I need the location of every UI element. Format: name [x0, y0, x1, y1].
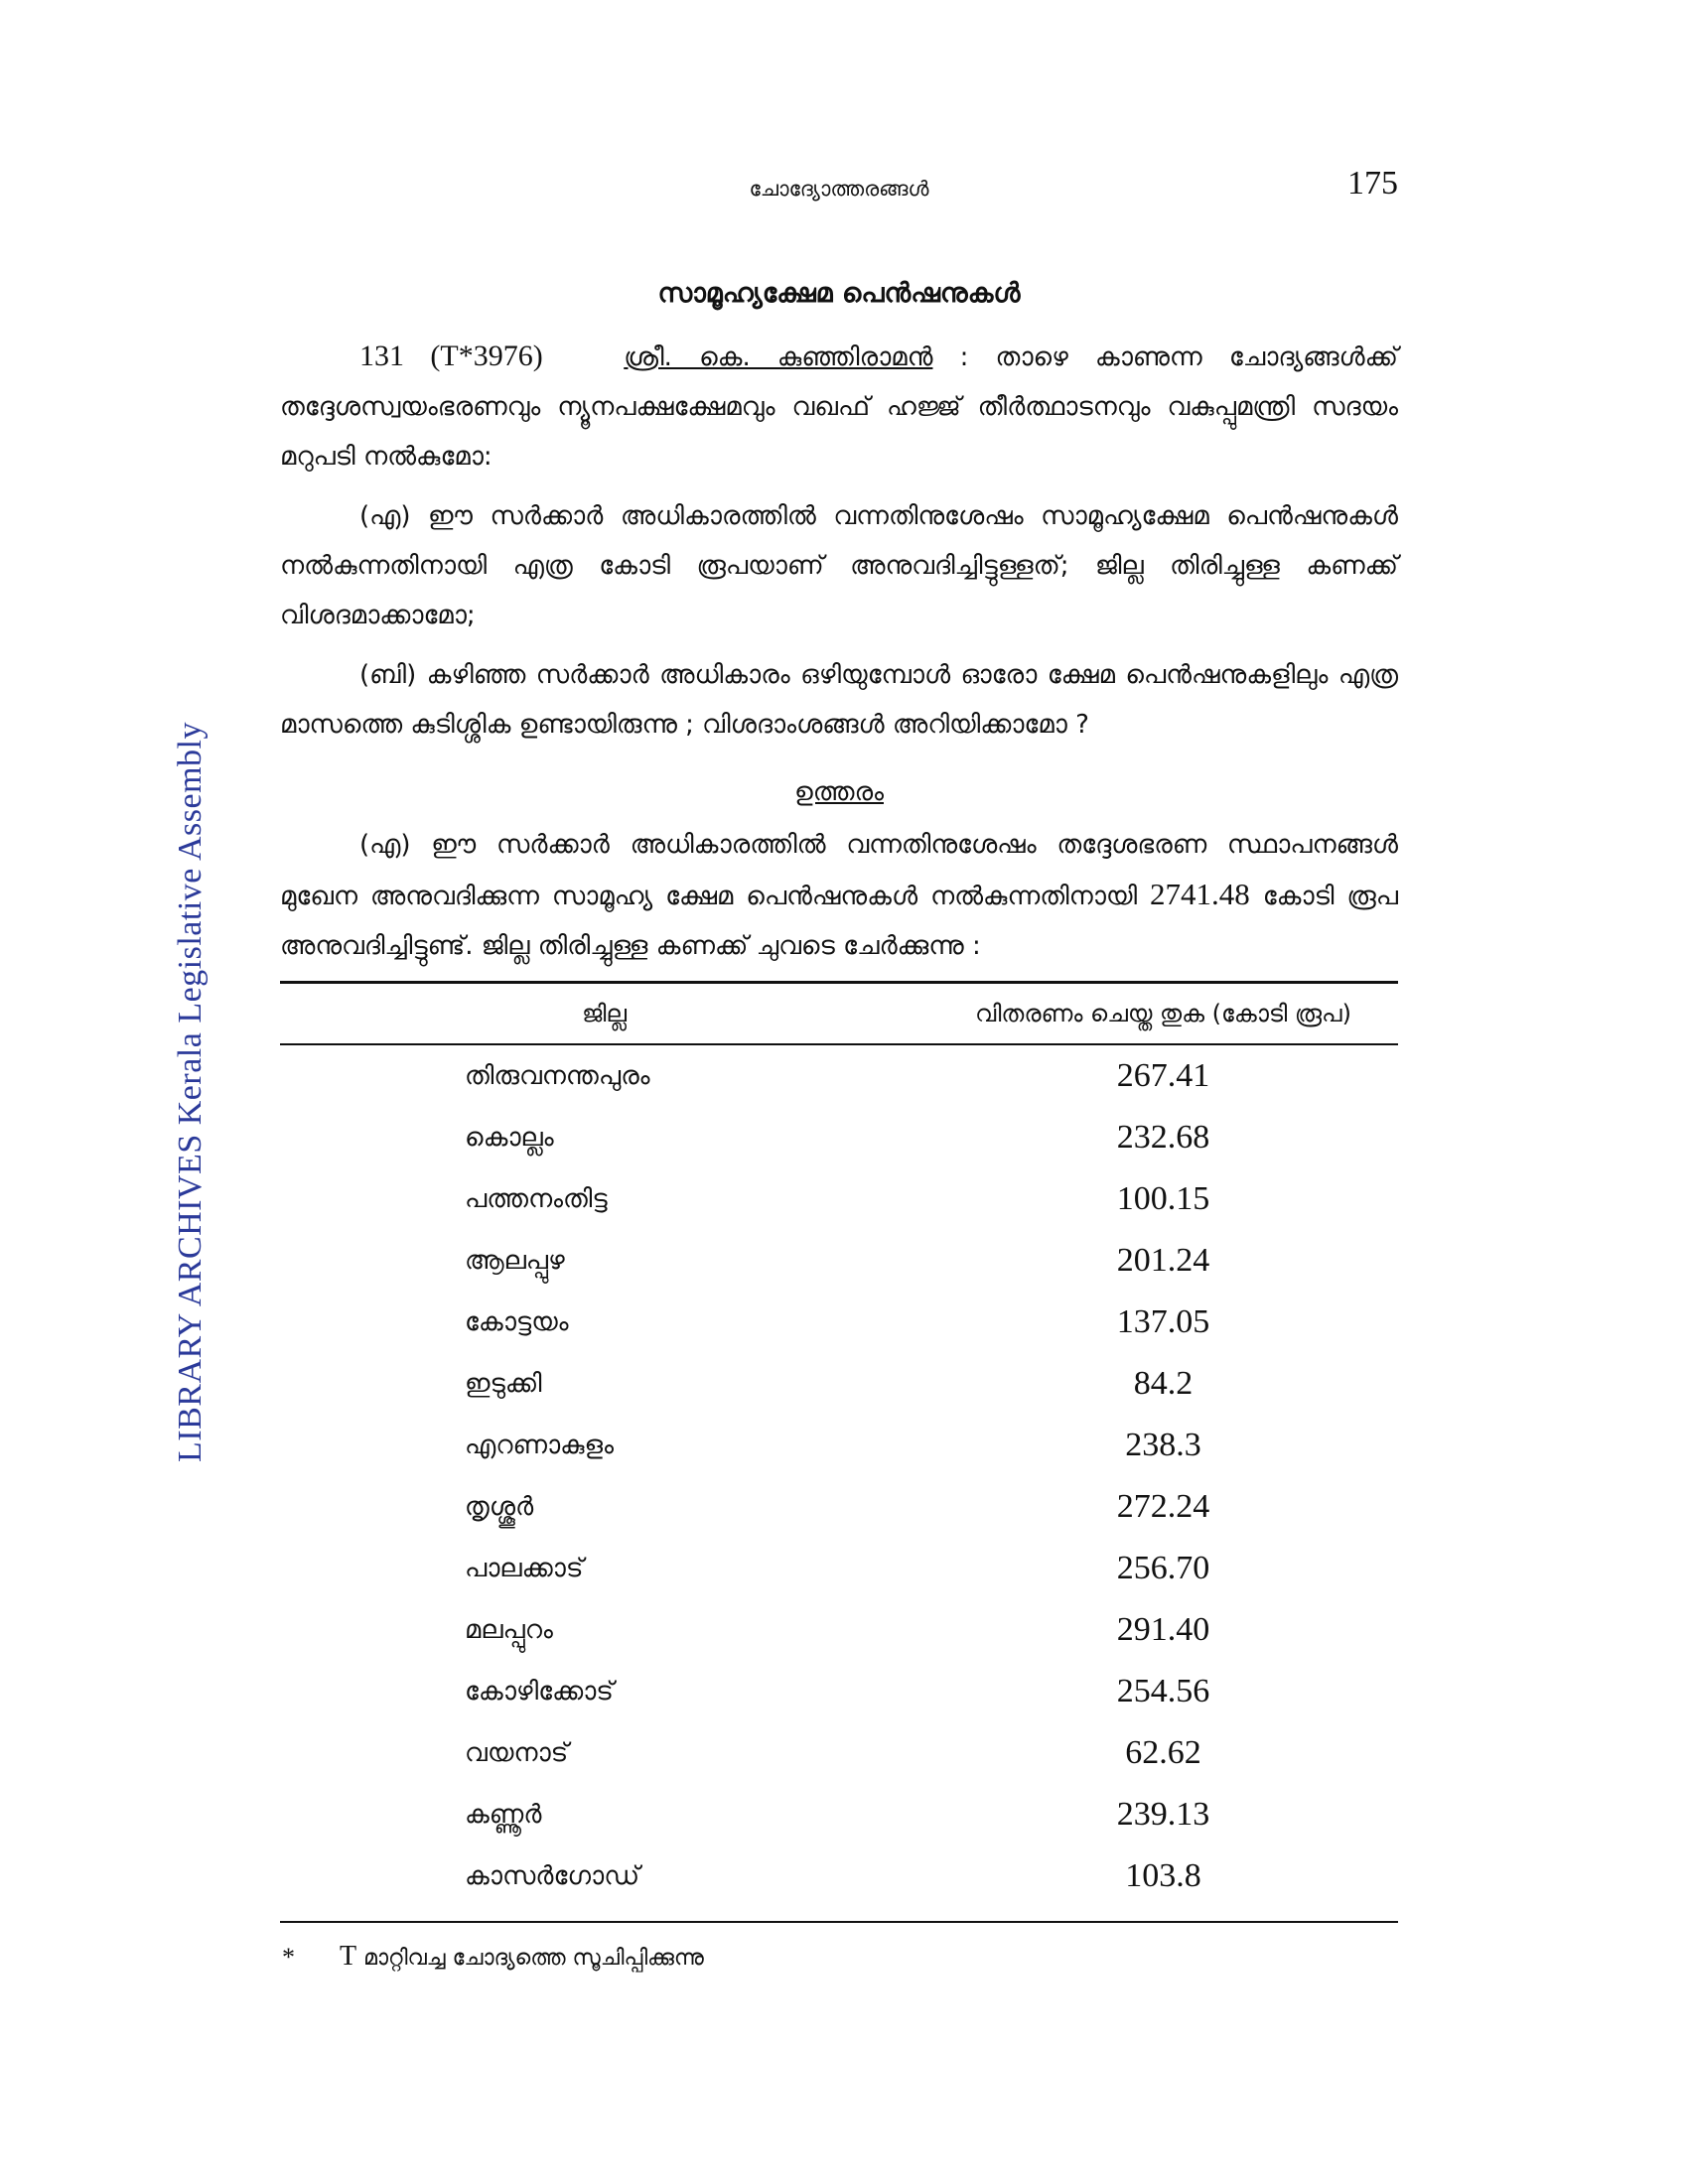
amount-cell: 232.68 — [1116, 1119, 1210, 1156]
column-header-district: ജില്ല — [280, 983, 928, 1045]
amount-cell: 238.3 — [1125, 1427, 1201, 1463]
table-row — [280, 1845, 1398, 1907]
district-cell: തിരുവനന്തപുരം — [465, 1060, 650, 1091]
amount-cell: 239.13 — [1116, 1796, 1210, 1833]
question-intro-text: : താഴെ കാണുന്ന ചോദ്യങ്ങൾക്ക് തദ്ദേശസ്വയംഭരണവും ന്യൂനപക്ഷക്ഷേമവും വഖഫ് ഹജ്ജ് തീർത്ഥാടനവും വകുപ്പുമന്ത്രി സദയം മറുപടി നൽകുമോ: — [280, 342, 1398, 472]
district-cell: കോട്ടയം — [465, 1306, 569, 1337]
district-cell: കോഴിക്കോട് — [465, 1676, 614, 1706]
archive-watermark: LIBRARY ARCHIVES Kerala Legislative Assembly — [172, 721, 209, 1463]
amount-cell: 100.15 — [1116, 1180, 1210, 1217]
table-row — [280, 1476, 1398, 1538]
district-cell: വയനാട് — [465, 1737, 569, 1768]
district-cell: കാസർഗോഡ് — [465, 1860, 640, 1891]
table-row — [280, 1230, 1398, 1292]
question-number: 131 (T*3976) — [359, 340, 543, 372]
footnote-divider — [280, 1921, 1398, 1923]
table-row — [280, 1784, 1398, 1845]
running-title: ചോദ്യോത്തരങ്ങൾ — [749, 177, 929, 201]
question-intro — [280, 332, 1398, 481]
table-row — [280, 1599, 1398, 1661]
amount-cell: 137.05 — [1116, 1303, 1210, 1340]
footnote — [280, 1941, 1398, 1980]
table-row — [280, 1353, 1398, 1415]
district-cell: എറണാകുളം — [465, 1430, 614, 1460]
district-cell: ആലപ്പുഴ — [465, 1245, 565, 1276]
table-row — [280, 1661, 1398, 1722]
table-row — [280, 1044, 1398, 1107]
amount-cell: 254.56 — [1116, 1673, 1210, 1709]
table-row — [280, 1292, 1398, 1353]
district-cell: കൊല്ലം — [465, 1122, 554, 1153]
amount-cell: 291.40 — [1116, 1611, 1210, 1648]
column-header-amount: വിതരണം ചെയ്ത തുക (കോടി രൂപ) — [928, 983, 1398, 1045]
amount-cell: 272.24 — [1116, 1488, 1210, 1525]
document-page — [280, 159, 1398, 1980]
table-row — [280, 1722, 1398, 1784]
amount-cell: 267.41 — [1116, 1057, 1210, 1094]
question-part-b: (ബി) കഴിഞ്ഞ സർക്കാർ അധികാരം ഒഴിയുമ്പോൾ ഓരോ ക്ഷേമ പെൻഷനുകളിലും എത്ര മാസത്തെ കുടിശ്ശിക ഉണ്ടായിരുന്നു ; വിശദാംശങ്ങൾ അറിയിക്കാമോ ? — [280, 660, 1398, 740]
table-row — [280, 1538, 1398, 1599]
page-number: 175 — [1347, 165, 1398, 202]
table-header-row — [280, 983, 1398, 1045]
footnote-text — [340, 1941, 704, 1973]
table-row — [280, 1415, 1398, 1476]
answer-heading: ഉത്തരം — [794, 777, 884, 807]
district-cell: കണ്ണൂർ — [465, 1799, 542, 1830]
district-cell: പത്തനംതിട്ട — [465, 1183, 608, 1214]
district-allocation-table — [280, 981, 1398, 1907]
table-row — [280, 1168, 1398, 1230]
amount-cell: 84.2 — [1133, 1365, 1194, 1402]
amount-cell: 103.8 — [1125, 1857, 1201, 1894]
table-row — [280, 1107, 1398, 1168]
district-cell: പാലക്കാട് — [465, 1553, 584, 1583]
footnote-mark: * — [282, 1943, 295, 1972]
footnote-letter: T — [340, 1941, 357, 1972]
district-cell: ഇടുക്കി — [465, 1368, 542, 1399]
footnote-description: മാറ്റിവച്ച ചോദ്യത്തെ സൂചിപ്പിക്കുന്നു — [363, 1946, 704, 1971]
amount-cell: 256.70 — [1116, 1550, 1210, 1586]
total-amount: 2741.48 — [1150, 877, 1250, 911]
district-cell: തൃശ്ശൂർ — [465, 1491, 534, 1522]
question-part-a: (എ) ഈ സർക്കാർ അധികാരത്തിൽ വന്നതിനുശേഷം സാമൂഹ്യക്ഷേമ പെൻഷനുകൾ നൽകുന്നതിനായി എത്ര കോടി രൂപയാണ് അനുവദിച്ചിട്ടുള്ളത്; ജില്ല തിരിച്ചുള്ള കണക്ക് വിശദമാക്കാമോ; — [280, 501, 1398, 630]
running-header — [280, 159, 1398, 218]
answer-part-a — [280, 820, 1398, 971]
answer-text-after: കോടി രൂപ അനുവദിച്ചിട്ടുണ്ട്. ജില്ല തിരിച്ചുള്ള കണക്ക് ചുവടെ ചേർക്കുന്നു : — [280, 882, 1399, 961]
answer-text-before: (എ) ഈ സർക്കാർ അധികാരത്തിൽ വന്നതിനുശേഷം തദ്ദേശഭരണ സ്ഥാപനങ്ങൾ മുഖേന അനുവദിക്കുന്ന സാമൂഹ്യ ക്ഷേമ പെൻഷനുകൾ നൽകുന്നതിനായി — [280, 830, 1398, 911]
amount-cell: 201.24 — [1116, 1242, 1210, 1279]
amount-cell: 62.62 — [1125, 1734, 1201, 1771]
question-heading: സാമൂഹ്യക്ഷേമ പെൻഷനുകൾ — [657, 278, 1021, 309]
member-name: ശ്രീ. കെ. കുഞ്ഞിരാമൻ — [624, 342, 933, 372]
district-cell: മലപ്പുറം — [465, 1614, 553, 1645]
